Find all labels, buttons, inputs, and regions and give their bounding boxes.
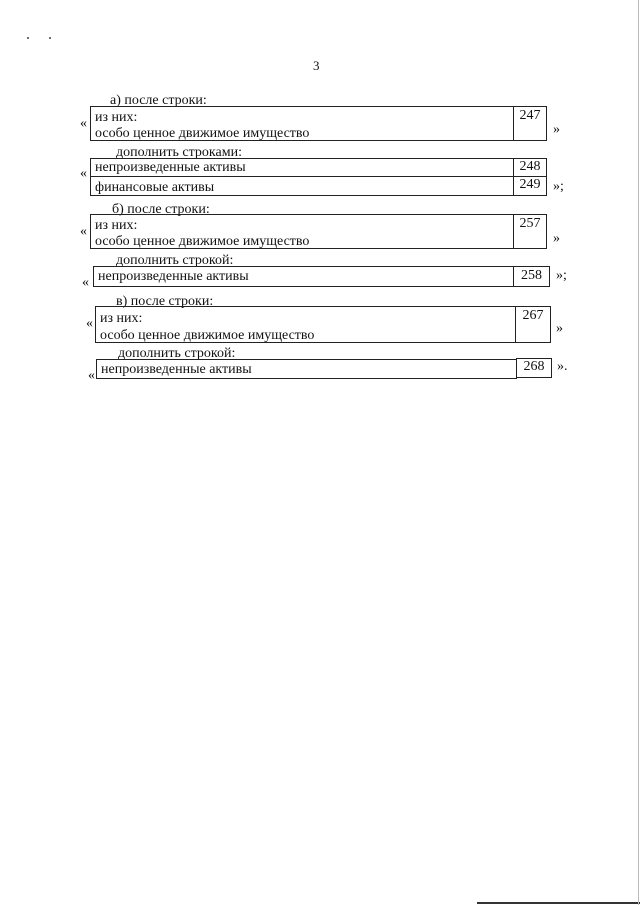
row-text: особо ценное движимое имущество bbox=[100, 328, 315, 343]
row-text: финансовые активы bbox=[95, 180, 215, 195]
table-row bbox=[90, 158, 514, 177]
table-row bbox=[96, 359, 517, 379]
scan-speck bbox=[27, 37, 29, 39]
section-caption: дополнить строкой: bbox=[118, 346, 236, 361]
open-quote: « bbox=[80, 116, 87, 131]
row-code: 267 bbox=[515, 306, 551, 343]
open-quote: « bbox=[80, 166, 87, 181]
row-text: непроизведенные активы bbox=[101, 362, 252, 377]
row-text: особо ценное движимое имущество bbox=[95, 234, 310, 249]
close-quote: ». bbox=[557, 359, 568, 374]
table-row bbox=[93, 266, 514, 287]
row-text: непроизведенные активы bbox=[95, 160, 246, 175]
row-code: 258 bbox=[513, 266, 550, 287]
close-quote: » bbox=[553, 231, 560, 246]
row-text: из них: bbox=[95, 218, 138, 233]
row-text: особо ценное движимое имущество bbox=[95, 126, 310, 141]
open-quote: « bbox=[80, 224, 87, 239]
section-caption: б) после строки: bbox=[112, 202, 210, 217]
row-code: 249 bbox=[513, 176, 547, 196]
close-quote: » bbox=[556, 321, 563, 336]
section-caption: дополнить строкой: bbox=[116, 253, 234, 268]
scan-edge bbox=[477, 902, 640, 904]
row-code: 257 bbox=[513, 214, 547, 249]
open-quote: « bbox=[86, 316, 93, 331]
open-quote: « bbox=[82, 275, 89, 290]
row-text: из них: bbox=[100, 311, 143, 326]
row-text: непроизведенные активы bbox=[98, 269, 249, 284]
scan-speck bbox=[49, 37, 51, 39]
row-code: 248 bbox=[513, 158, 547, 177]
page-number: 3 bbox=[313, 58, 320, 73]
row-code: 268 bbox=[516, 358, 552, 378]
section-caption: дополнить строками: bbox=[116, 145, 242, 160]
table-row bbox=[90, 214, 514, 249]
table-row bbox=[90, 106, 514, 141]
close-quote: »; bbox=[553, 179, 564, 194]
section-caption: а) после строки: bbox=[110, 93, 207, 108]
table-row bbox=[90, 176, 514, 196]
row-text: из них: bbox=[95, 110, 138, 125]
row-code: 247 bbox=[513, 106, 547, 141]
close-quote: » bbox=[553, 122, 560, 137]
close-quote: »; bbox=[556, 268, 567, 283]
section-caption: в) после строки: bbox=[116, 294, 214, 309]
scan-edge bbox=[638, 0, 639, 905]
open-quote: « bbox=[88, 368, 95, 383]
table-row bbox=[95, 306, 516, 343]
